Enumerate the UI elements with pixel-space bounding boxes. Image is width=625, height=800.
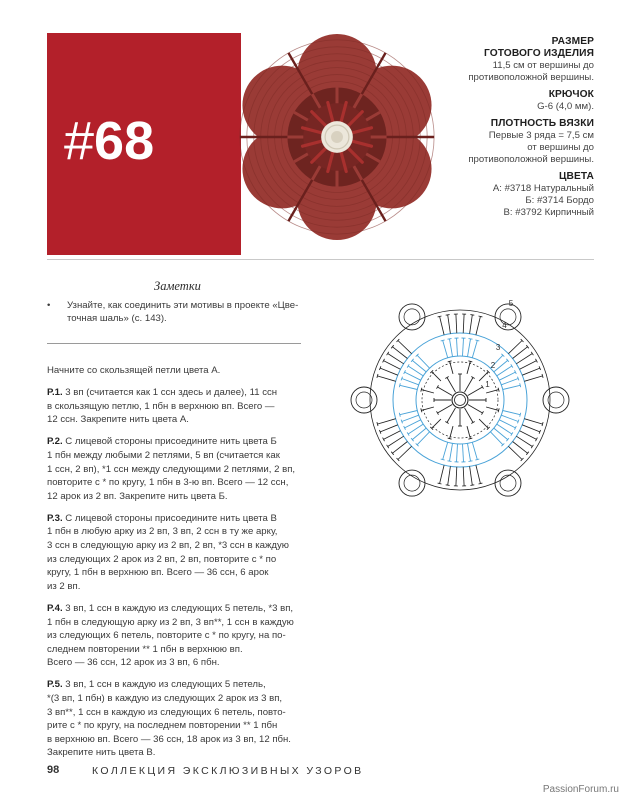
notes-item xyxy=(47,299,305,325)
stitch-mark xyxy=(468,339,471,357)
stitch-mark xyxy=(402,379,419,385)
stitch-mark xyxy=(508,341,522,354)
stitch-mark xyxy=(438,405,453,414)
stitch-mark xyxy=(405,372,421,380)
stitch-mark xyxy=(499,420,515,428)
row-text: 12 арок из 2 вп. Закрепите нить цвета Б. xyxy=(47,490,228,502)
stitch-mark xyxy=(503,385,521,389)
chart-row-label: 1 xyxy=(485,380,490,389)
notes-title: Заметки xyxy=(154,279,201,293)
stitch-mark xyxy=(457,444,458,462)
stitch-mark xyxy=(465,408,474,423)
size-text-2: противоположной вершины. xyxy=(468,72,594,83)
instructions xyxy=(47,364,317,768)
hook-heading: КРЮЧОК xyxy=(548,89,594,100)
stitch-mark xyxy=(516,354,532,364)
stitch-mark xyxy=(522,425,540,432)
stitch-mark xyxy=(476,465,481,483)
row-text: 1 пбн в следующую арку из 2 вп, 3 вп**, 1 ссн в каждую xyxy=(47,616,294,628)
watermark: PassionForum.ru xyxy=(542,784,619,795)
stitch-mark xyxy=(384,361,401,370)
stitch-mark xyxy=(380,425,398,432)
stitch-mark xyxy=(405,420,421,428)
stitch-mark xyxy=(467,361,470,374)
stitch-mark xyxy=(457,338,458,356)
stitch-mark xyxy=(520,361,537,370)
color-a: А: #3718 Натуральный xyxy=(492,183,594,194)
row-text: из 2 вп. xyxy=(47,580,81,592)
stitch-mark xyxy=(440,465,445,483)
stitch-mark xyxy=(393,442,408,454)
stitch-mark xyxy=(450,339,453,357)
stitch-mark xyxy=(513,442,528,454)
stitch-mark xyxy=(501,379,518,385)
stitch-mark xyxy=(468,405,483,414)
row-text: из следующих 6 петель, повторите с * по кругу, на по- xyxy=(47,630,286,642)
row-text: повторите с * по кругу, 1 пбн в 3-ю вп. Всего — 12 ссн, xyxy=(47,477,289,489)
stitch-mark xyxy=(472,442,477,459)
gauge-heading: ПЛОТНОСТЬ ВЯЗКИ xyxy=(490,118,594,129)
scallop-arc xyxy=(495,470,521,496)
gauge-text-3: противоположной вершины. xyxy=(468,154,594,165)
divider xyxy=(47,259,594,260)
row-text: Закрепите нить цвета В. xyxy=(47,747,156,759)
stitch-mark xyxy=(479,419,488,428)
stitch-mark xyxy=(470,315,473,334)
scallop-arc xyxy=(543,387,569,413)
size-text: 11,5 см от вершины до xyxy=(492,60,594,71)
stitch-mark xyxy=(513,347,528,359)
stitch-mark xyxy=(384,431,401,440)
row-text: в скользящую петлю, 1 пбн в верхнюю вп. Всего — xyxy=(47,400,275,412)
row-label: Р.4. xyxy=(47,602,63,614)
stitch-mark xyxy=(516,436,532,446)
stitch-mark xyxy=(432,419,441,428)
row-text: 1 пбн в любую арку из 2 вп, 3 вп, 2 ссн в ту же арку, xyxy=(47,526,278,538)
bullet: • xyxy=(47,300,51,311)
stitch-mark xyxy=(456,467,457,486)
crochet-chart xyxy=(344,278,576,522)
stitch-mark xyxy=(398,341,412,354)
row-text: 3 вп, 1 ссн в каждую из следующих 5 петель, *3 вп, xyxy=(62,602,294,614)
row-text: из следующих 2 арок из 2 вп, 2 вп, повторите с * по xyxy=(47,553,277,565)
stitch-mark xyxy=(448,315,451,334)
size-heading: РАЗМЕР xyxy=(551,36,594,47)
page-number: 98 xyxy=(47,764,60,776)
row-text: кругу, 1 пбн в верхнюю вп. Всего — 36 ссн, 6 арок xyxy=(47,567,269,579)
stitch-mark xyxy=(440,317,445,335)
stitch-mark xyxy=(463,338,464,356)
stitch-mark xyxy=(503,411,521,415)
stitch-mark xyxy=(524,419,542,424)
stitch-mark xyxy=(377,376,395,381)
notes-line: Узнайте, как соединить эти мотивы в проекте «Цве- xyxy=(67,300,299,311)
stitch-mark xyxy=(465,378,474,393)
row-text: *(3 вп, 1 пбн) в каждую из следующих 2 арок из 3 вп, xyxy=(47,692,283,704)
row-text: в верхнюю вп. Всего — 36 ссн, 18 арок из 3 вп, 12 пбн. xyxy=(47,733,291,745)
stitch-mark xyxy=(468,443,471,461)
stitch-mark xyxy=(438,387,453,396)
row-5 xyxy=(47,678,317,760)
chart-row-label: 5 xyxy=(508,299,514,308)
stitch-mark xyxy=(472,341,477,358)
stitch-mark xyxy=(447,378,456,393)
footer-title: КОЛЛЕКЦИЯ ЭКСКЛЮЗИВНЫХ УЗОРОВ xyxy=(92,765,364,777)
row-text: 3 вп**, 1 ссн в каждую из следующих 6 петель, повто- xyxy=(47,706,286,718)
stitch-mark xyxy=(432,372,441,381)
stitch-mark xyxy=(377,419,395,424)
stitch-mark xyxy=(388,436,404,446)
colors-heading: ЦВЕТА xyxy=(558,171,594,182)
row-3 xyxy=(47,512,317,594)
row-4 xyxy=(47,602,317,670)
size-heading-2: ГОТОВОГО ИЗДЕЛИЯ xyxy=(483,48,594,59)
stitch-mark xyxy=(463,314,464,333)
row-text: 12 ссн. Закрепите нить цвета А. xyxy=(47,414,189,426)
stitch-mark xyxy=(450,443,453,461)
stitch-mark xyxy=(470,466,473,485)
row-text: 1 ссн, 2 вп), *1 ссн между следующими 2 петлями, 2 вп, xyxy=(47,463,296,475)
scallop-arc xyxy=(351,387,377,413)
row-text: С лицевой стороны присоедините нить цвета В xyxy=(62,512,277,524)
stitch-mark xyxy=(388,354,404,364)
stitch-mark xyxy=(448,466,451,485)
row-text: рите с * по кругу, на последнем повторении ** 1 пбн xyxy=(47,720,278,732)
notes-divider xyxy=(47,343,301,344)
stitch-mark xyxy=(501,415,518,421)
stitch-mark xyxy=(463,444,464,462)
stitch-mark xyxy=(400,385,418,389)
stitch-mark xyxy=(393,347,408,359)
row-2 xyxy=(47,435,317,503)
stitch-mark xyxy=(398,446,412,459)
color-b: Б: #3714 Бордо xyxy=(525,195,594,206)
stitch-mark xyxy=(421,407,434,410)
chart-row-label: 3 xyxy=(495,343,501,352)
stitch-mark xyxy=(499,372,515,380)
row-text: 1 пбн между любыми 2 петлями, 5 вп (считается как xyxy=(47,449,280,461)
stitch-mark xyxy=(443,442,448,459)
stitch-mark xyxy=(400,411,418,415)
row-text: следнем повторении ** 1 пбн в верхнюю вп. xyxy=(47,643,243,655)
row-text: Всего — 36 ссн, 12 арок из 3 вп, 6 пбн. xyxy=(47,657,220,669)
stitch-mark xyxy=(522,368,540,375)
stitch-mark xyxy=(402,415,419,421)
intro: Начните со скользящей петли цвета А. xyxy=(47,365,221,376)
stitch-mark xyxy=(447,408,456,423)
hook-text: G-6 (4,0 мм). xyxy=(537,101,594,112)
gauge-text-2: от вершины до xyxy=(527,142,594,153)
stitch-mark xyxy=(467,426,470,439)
stitch-mark xyxy=(380,368,398,375)
chart-row-label: 4 xyxy=(502,321,507,330)
color-c: В: #3792 Кирпичный xyxy=(503,207,594,218)
stitch-mark xyxy=(456,314,457,333)
stitch-mark xyxy=(468,387,483,396)
stitch-mark xyxy=(443,341,448,358)
row-label: Р.2. xyxy=(47,436,63,448)
gauge-text: Первые 3 ряда = 7,5 см xyxy=(488,130,594,141)
row-text: С лицевой стороны присоедините нить цвета Б xyxy=(62,436,277,448)
row-label: Р.1. xyxy=(47,387,63,399)
scallop-arc xyxy=(399,304,425,330)
row-text: 3 вп, 1 ссн в каждую из следующих 5 петель, xyxy=(62,679,266,691)
stitch-mark xyxy=(476,317,481,335)
specifications xyxy=(364,36,594,219)
row-text: 3 вп (считается как 1 ссн здесь и далее), 11 ссн xyxy=(62,387,278,399)
stitch-mark xyxy=(524,376,542,381)
stitch-mark xyxy=(463,467,464,486)
row-1 xyxy=(47,386,317,427)
scallop-arc xyxy=(399,470,425,496)
notes-line: точная шаль» (с. 143). xyxy=(67,313,167,324)
stitch-mark xyxy=(508,446,522,459)
row-label: Р.3. xyxy=(47,512,63,524)
row-text: 3 ссн в следующую арку из 2 вп, 2 вп, *3 ссн в каждую xyxy=(47,540,290,552)
stitch-mark xyxy=(520,431,537,440)
row-label: Р.5. xyxy=(47,679,63,691)
pattern-number: #68 xyxy=(64,111,155,171)
chart-row-label: 2 xyxy=(490,361,496,370)
